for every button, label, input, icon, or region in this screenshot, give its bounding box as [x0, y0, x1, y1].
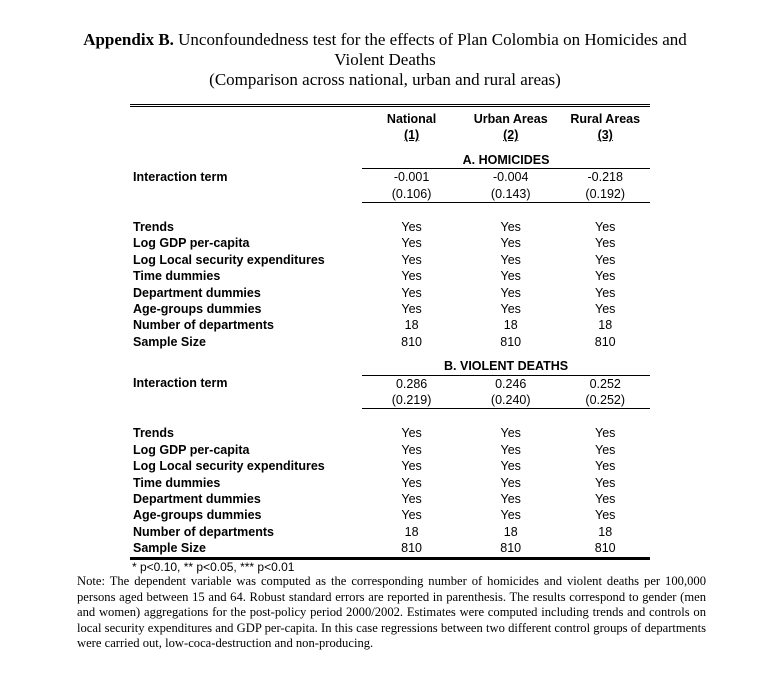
cell: Yes [401, 252, 422, 267]
cell: Yes [401, 459, 422, 474]
title-line-3: (Comparison across national, urban and rural areas) [209, 70, 561, 89]
column-number-row [130, 127, 650, 143]
cell: Yes [500, 459, 521, 474]
cell: Yes [401, 426, 422, 441]
cell: 810 [461, 540, 560, 558]
cell: Yes [595, 252, 616, 267]
cell: 18 [598, 524, 613, 539]
cell: Yes [401, 475, 422, 490]
row-label: Age-groups dummies [133, 508, 262, 523]
cell: Yes [500, 475, 521, 490]
cell: Yes [401, 219, 422, 234]
coef-rural: -0.218 [587, 170, 623, 185]
cell: Yes [595, 491, 616, 506]
title-line-1 [40, 30, 730, 50]
se-rural: (0.192) [585, 186, 626, 201]
cell: Yes [500, 491, 521, 506]
table-row [130, 524, 650, 540]
table-row [130, 458, 650, 474]
cell: 810 [594, 334, 616, 349]
row-label: Interaction term [133, 169, 228, 184]
cell: Yes [401, 285, 422, 300]
cell: Yes [500, 508, 521, 523]
column-header-national: National [386, 112, 437, 126]
se-urban: (0.240) [490, 392, 531, 407]
coef-rural: 0.252 [589, 376, 621, 391]
cell: Yes [595, 442, 616, 457]
row-label: Number of departments [133, 318, 274, 333]
row-label: Trends [133, 426, 174, 441]
row-label: Log GDP per-capita [133, 442, 250, 457]
table-note: Note: The dependent variable was computed as the corresponding number of homicides and violent deaths per 100,000 persons aged between 15 and 64. Robust standard errors are reported in parenthesis. The results correspond to gender (men and women) aggregations for the post-policy period 2000/2002. Estimates were computed including trends and controls on local security expenditures and GDP per-capita. In this case regressions between two different control groups of departments were carried out, low-coca-destruction and non-producing. [77, 574, 706, 651]
row-label: Interaction term [133, 376, 228, 391]
table-title [40, 30, 730, 90]
column-number-1: (1) [403, 128, 420, 143]
cell: Yes [500, 219, 521, 234]
title-line-2: Violent Deaths [334, 50, 436, 69]
se-national: (0.106) [391, 186, 432, 201]
cell: 18 [598, 318, 613, 333]
row-label: Department dummies [133, 285, 261, 300]
table-row [130, 301, 650, 317]
cell: 810 [560, 540, 650, 558]
row-label: Time dummies [133, 475, 221, 490]
cell: 810 [401, 334, 422, 349]
cell: Yes [500, 442, 521, 457]
row-label: Log Local security expenditures [133, 459, 325, 474]
cell: Yes [500, 269, 521, 284]
row-label: Sample Size [130, 540, 362, 558]
cell: Yes [401, 269, 422, 284]
table-row [130, 252, 650, 268]
column-header-row [130, 107, 650, 127]
table-row [130, 442, 650, 458]
cell: 810 [362, 540, 461, 558]
row-label: Age-groups dummies [133, 301, 262, 316]
cell: Yes [595, 301, 616, 316]
se-rural: (0.252) [585, 392, 626, 407]
row-label: Log GDP per-capita [133, 236, 250, 251]
appendix-label: Appendix B. [83, 30, 174, 49]
table-row [130, 507, 650, 523]
cell: Yes [401, 442, 422, 457]
column-header-urban: Urban Areas [473, 112, 548, 126]
panel-a-title: A. HOMICIDES [362, 152, 650, 169]
table-row [130, 375, 650, 392]
table-row [130, 268, 650, 284]
row-label: Number of departments [133, 524, 274, 539]
significance-legend: * p<0.10, ** p<0.05, *** p<0.01 [132, 559, 295, 574]
panel-b-title: B. VIOLENT DEATHS [362, 358, 650, 375]
coef-urban: -0.004 [492, 170, 529, 185]
column-header-rural: Rural Areas [570, 112, 641, 126]
cell: Yes [401, 491, 422, 506]
title-text: Unconfoundedness test for the effects of Plan Colombia on Homicides and [173, 30, 687, 49]
cell: Yes [500, 426, 521, 441]
cell: 18 [404, 524, 419, 539]
table-row [130, 334, 650, 350]
row-label: Log Local security expenditures [133, 252, 325, 267]
column-number-2: (2) [503, 128, 519, 143]
regression-table [130, 104, 650, 574]
column-number-3: (3) [597, 128, 613, 143]
cell: Yes [401, 236, 422, 251]
table-row [130, 219, 650, 235]
cell: Yes [595, 508, 616, 523]
table-row [130, 392, 650, 409]
row-label: Sample Size [133, 334, 206, 349]
cell: Yes [500, 285, 521, 300]
panel-a-header [130, 152, 650, 169]
cell: Yes [401, 301, 422, 316]
row-label: Department dummies [133, 491, 261, 506]
table-row [130, 491, 650, 507]
cell: 810 [500, 334, 522, 349]
row-label: Time dummies [133, 269, 221, 284]
cell: Yes [500, 301, 521, 316]
cell: Yes [595, 269, 616, 284]
cell: Yes [595, 459, 616, 474]
coef-national: 0.286 [395, 376, 428, 391]
table-row [130, 540, 650, 558]
table-row [130, 285, 650, 301]
cell: Yes [595, 475, 616, 490]
se-national: (0.219) [391, 392, 432, 407]
cell: Yes [595, 426, 616, 441]
cell: 18 [503, 524, 518, 539]
table-row [130, 235, 650, 251]
cell: 18 [404, 318, 419, 333]
cell: Yes [595, 285, 616, 300]
row-label: Trends [133, 219, 174, 234]
cell: Yes [595, 219, 616, 234]
cell: Yes [595, 236, 616, 251]
table-row [130, 169, 650, 186]
cell: 18 [503, 318, 518, 333]
table-row [130, 317, 650, 333]
table-row [130, 186, 650, 203]
se-urban: (0.143) [490, 186, 531, 201]
coef-urban: 0.246 [495, 376, 527, 391]
panel-b-header [130, 358, 650, 375]
table-row [130, 425, 650, 441]
cell: Yes [401, 508, 422, 523]
cell: Yes [500, 252, 521, 267]
cell: Yes [500, 236, 521, 251]
coef-national: -0.001 [393, 170, 430, 185]
table-row [130, 475, 650, 491]
